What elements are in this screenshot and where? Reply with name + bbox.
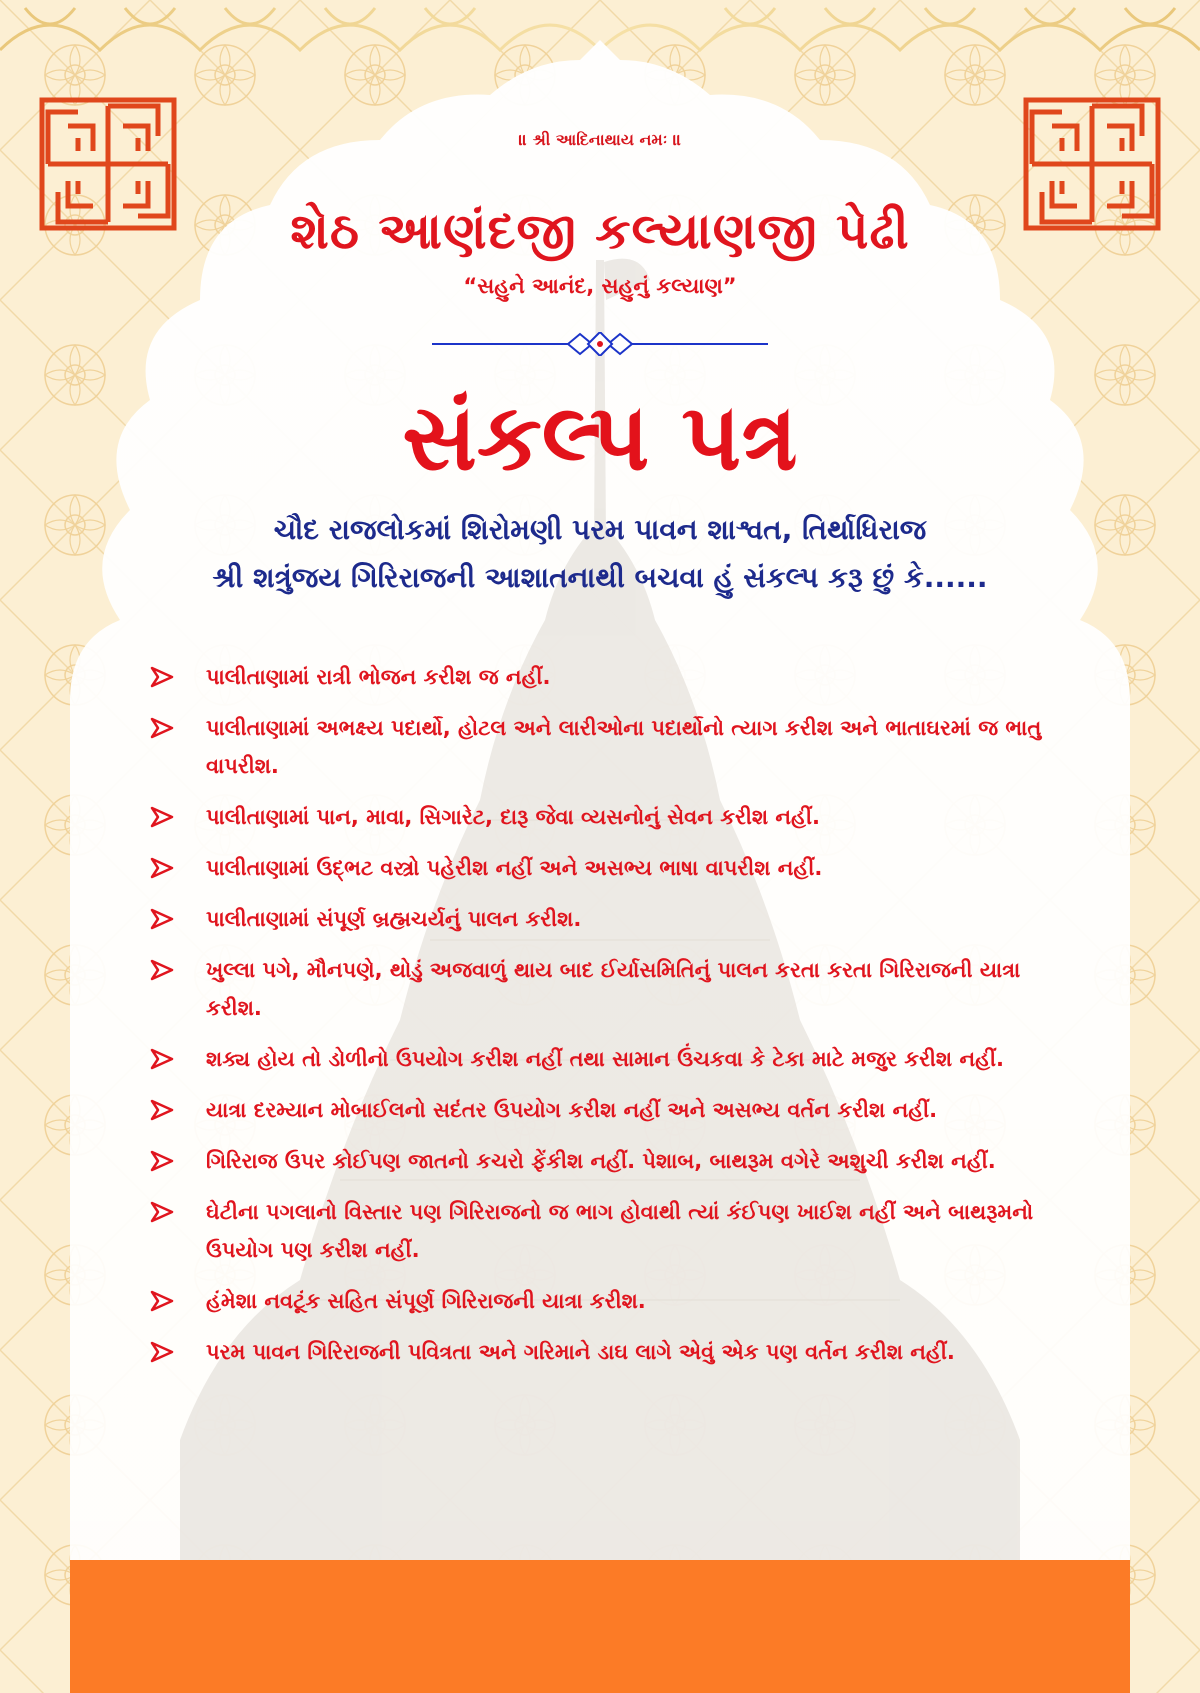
- pledge-item: [150, 1091, 1050, 1129]
- arrow-bullet-icon: [150, 1289, 174, 1313]
- arrow-bullet-icon: [150, 1149, 174, 1173]
- pledge-list: [150, 658, 1050, 1384]
- arrow-bullet-icon: [150, 1340, 174, 1364]
- pledge-text: પાલીતાણામાં રાત્રી ભોજન કરીશ જ નહીં.: [206, 665, 551, 689]
- arrow-bullet-icon: [150, 1098, 174, 1122]
- footer-band: [70, 1560, 1130, 1693]
- pledge-text: યાત્રા દરમ્યાન મોબાઈલનો સદંતર ઉપયોગ કરીશ નહીં અને અસભ્ય વર્તન કરીશ નહીં.: [206, 1098, 938, 1122]
- intro-line-1: ચૌદ રાજલોકમાં શિરોમણી પરમ પાવન શાશ્વત, તિર્થાધિરાજ: [273, 513, 927, 546]
- document-title: સંકલ્પ પત્ર: [402, 384, 798, 491]
- pledge-item: [150, 709, 1050, 785]
- pledge-text: હંમેશા નવટૂંક સહિત સંપૂર્ણ ગિરિરાજની યાત્રા કરીશ.: [206, 1289, 646, 1313]
- invocation-text: ॥ શ્રી આદિનાથાય નમઃ ॥: [518, 130, 682, 149]
- arrow-bullet-icon: [150, 1200, 174, 1224]
- pledge-text: પરમ પાવન ગિરિરાજની પવિત્રતા અને ગરિમાને ડાઘ લાગે એવું એક પણ વર્તન કરીશ નહીં.: [206, 1340, 955, 1364]
- pledge-item: [150, 1193, 1050, 1269]
- pledge-text: પાલીતાણામાં પાન, માવા, સિગારેટ, દારૂ જેવા વ્યસનોનું સેવન કરીશ નહીં.: [206, 805, 820, 829]
- arrow-bullet-icon: [150, 907, 174, 931]
- organization-name: શેઠ આણંદજી કલ્યાણજી પેઢી: [290, 202, 910, 260]
- pledge-item: [150, 900, 1050, 938]
- pledge-text: ખુલ્લા પગે, મૌનપણે, થોડું અજવાળું થાય બાદ ઈર્યાસમિતિનું પાલન કરતા કરતા ગિરિરાજની યાત્રા કરીશ.: [206, 958, 1021, 1020]
- pledge-item: [150, 1142, 1050, 1180]
- pledge-text: ગિરિરાજ ઉપર કોઈપણ જાતનો કચરો ફેંકીશ નહીં. પેશાબ, બાથરૂમ વગેરે અશુચી કરીશ નહીં.: [206, 1149, 996, 1173]
- arrow-bullet-icon: [150, 1047, 174, 1071]
- pledge-item: [150, 798, 1050, 836]
- pledge-item: [150, 1282, 1050, 1320]
- pledge-text: ઘેટીના પગલાનો વિસ્તાર પણ ગિરિરાજનો જ ભાગ હોવાથી ત્યાં કંઈપણ ખાઈશ નહીં અને બાથરૂમનો ઉપયોગ પણ કરીશ નહીં.: [206, 1200, 1034, 1262]
- pledge-item: [150, 849, 1050, 887]
- intro-statement: [90, 506, 1110, 602]
- arrow-bullet-icon: [150, 958, 174, 982]
- pledge-text: શક્ય હોય તો ડોળીનો ઉપયોગ કરીશ નહીં તથા સામાન ઉંચકવા કે ટેકા માટે મજુર કરીશ નહીં.: [206, 1047, 1004, 1071]
- pledge-item: [150, 1333, 1050, 1371]
- intro-line-2: શ્રી શત્રુંજય ગિરિરાજની આશાતનાથી બચવા હું સંકલ્પ કરૂ છું કે......: [212, 561, 988, 594]
- pledge-item: [150, 1040, 1050, 1078]
- arrow-bullet-icon: [150, 665, 174, 689]
- pledge-text: પાલીતાણામાં અભક્ષ્ય પદાર્થો, હોટલ અને લારીઓના પદાર્થોનો ત્યાગ કરીશ અને ભાતાઘરમાં જ ભાતુ વાપરીશ.: [206, 716, 1042, 778]
- arrow-bullet-icon: [150, 805, 174, 829]
- pledge-text: પાલીતાણામાં સંપૂર્ણ બ્રહ્મચર્યનું પાલન કરીશ.: [206, 907, 582, 931]
- pledge-text: પાલીતાણામાં ઉદ્‌ભટ વસ્ત્રો પહેરીશ નહીં અને અસભ્ય ભાષા વાપરીશ નહીં.: [206, 856, 823, 880]
- diamond-divider-icon: [432, 332, 768, 356]
- tagline: “સહુને આનંદ, સહુનું કલ્યાણ”: [463, 274, 737, 298]
- pledge-item: [150, 658, 1050, 696]
- arrow-bullet-icon: [150, 716, 174, 740]
- pledge-item: [150, 951, 1050, 1027]
- arrow-bullet-icon: [150, 856, 174, 880]
